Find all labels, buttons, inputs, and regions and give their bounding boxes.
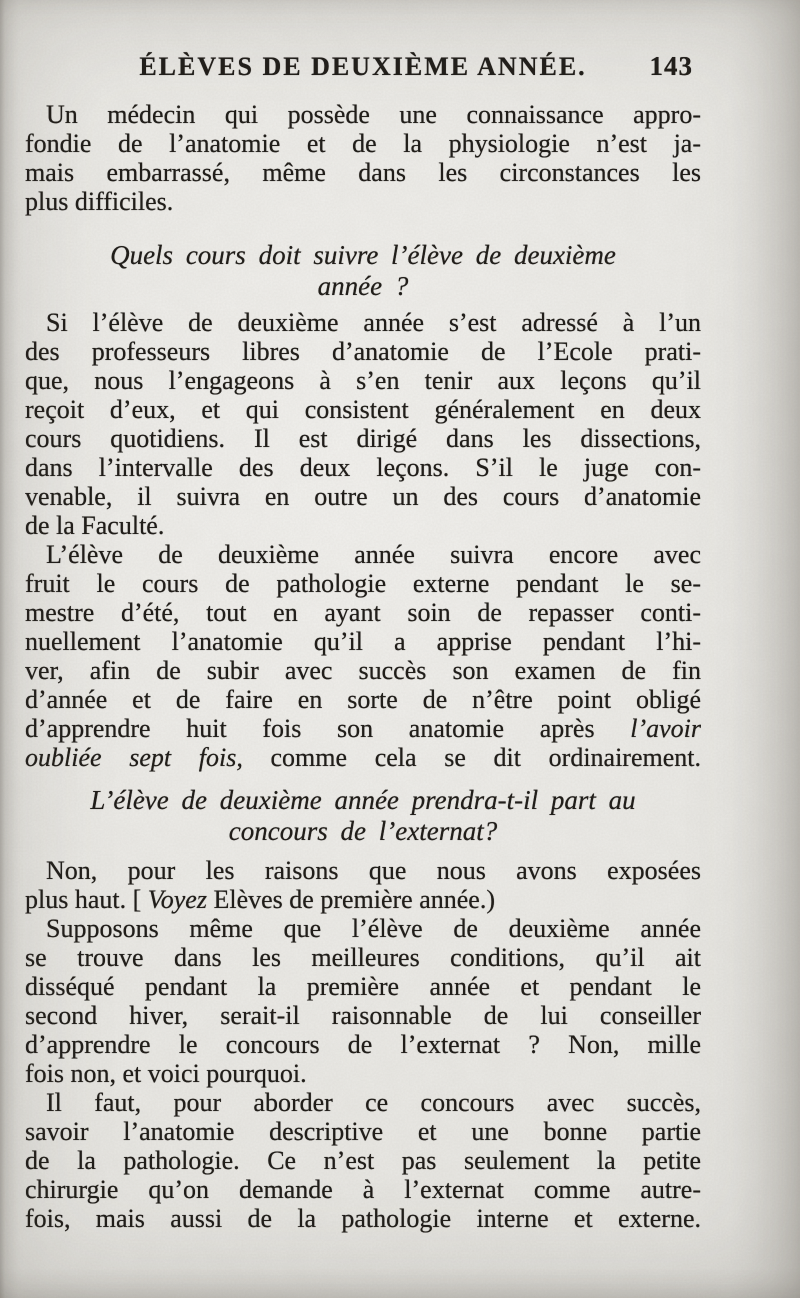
text-segment: dans l’intervalle des deux leçons. S’il le juge con- xyxy=(25,453,701,482)
text-segment: plus haut. [ xyxy=(25,885,148,914)
text-segment: d’apprendre le concours de l’externat ? Non, mille xyxy=(25,1030,701,1059)
text-segment: savoir l’anatomie descriptive et une bonne partie xyxy=(25,1117,701,1146)
text-line xyxy=(25,743,701,772)
text-line xyxy=(25,1059,701,1088)
italic-text-segment: Voyez xyxy=(147,885,207,914)
text-segment: Si l’élève de deuxième année s’est adressé à l’un xyxy=(46,308,701,337)
text-segment: d’année et de faire en sorte de n’être point obligé xyxy=(25,685,701,714)
text-segment: Elèves de première année.) xyxy=(206,885,495,914)
text-line xyxy=(25,511,701,540)
text-segment: fois non, et voici pourquoi. xyxy=(25,1059,307,1088)
para-si-eleve xyxy=(25,308,701,540)
text-line xyxy=(25,685,701,714)
text-segment: de la pathologie. Ce n’est pas seulement la petite xyxy=(25,1146,701,1175)
text-line xyxy=(25,424,701,453)
text-line xyxy=(25,271,701,302)
page-content xyxy=(25,52,701,1233)
para-eleve-suivra xyxy=(25,540,701,772)
text-segment: fois, mais aussi de la pathologie interne et externe. xyxy=(25,1204,701,1233)
text-segment: fruit le cours de pathologie externe pendant le se- xyxy=(25,569,701,598)
running-title: ÉLÈVES DE DEUXIÈME ANNÉE. xyxy=(139,52,587,81)
text-segment: nuellement l’anatomie qu’il a apprise pendant l’hi- xyxy=(25,627,701,656)
text-line xyxy=(25,656,701,685)
text-segment: Il faut, pour aborder ce concours avec succès, xyxy=(46,1088,701,1117)
para-non-raisons xyxy=(25,856,701,914)
text-line xyxy=(25,240,701,271)
text-line xyxy=(25,308,701,337)
text-line xyxy=(25,453,701,482)
text-line xyxy=(25,627,701,656)
text-line xyxy=(25,569,701,598)
text-line xyxy=(25,1204,701,1233)
text-line xyxy=(25,540,701,569)
text-line xyxy=(25,816,701,847)
text-segment: Non, pour les raisons que nous avons exposées xyxy=(46,856,701,885)
text-line xyxy=(25,856,701,885)
text-line xyxy=(25,885,701,914)
page-number: 143 xyxy=(649,51,693,81)
text-segment: de la Faculté. xyxy=(25,511,165,540)
text-segment: L’élève de deuxième année prendra-t-il part au xyxy=(90,785,636,815)
text-segment: mestre d’été, tout en ayant soin de repasser conti- xyxy=(25,598,701,627)
text-line xyxy=(25,1030,701,1059)
text-segment: L’élève de deuxième année suivra encore avec xyxy=(46,540,701,569)
text-segment: comme cela se dit ordinairement. xyxy=(242,743,701,772)
text-line xyxy=(25,337,701,366)
text-segment: Quels cours doit suivre l’élève de deuxième xyxy=(110,240,616,270)
text-line xyxy=(25,914,701,943)
text-line xyxy=(25,187,701,216)
heading-concours xyxy=(25,785,701,847)
text-line xyxy=(25,972,701,1001)
text-segment: ver, afin de subir avec succès son examen de fin xyxy=(25,656,701,685)
text-segment: année ? xyxy=(317,271,409,301)
text-line xyxy=(25,129,701,158)
para-medecin xyxy=(25,100,701,216)
text-line xyxy=(25,1175,701,1204)
text-segment: chirurgie qu’on demande à l’externat comme autre- xyxy=(25,1175,701,1204)
text-line xyxy=(25,366,701,395)
text-segment: second hiver, serait-il raisonnable de lui conseiller xyxy=(25,1001,701,1030)
text-line xyxy=(25,714,701,743)
text-segment: disséqué pendant la première année et pendant le xyxy=(25,972,701,1001)
text-segment: cours quotidiens. Il est dirigé dans les dissections, xyxy=(25,424,701,453)
text-segment: se trouve dans les meilleures conditions, qu’il ait xyxy=(25,943,701,972)
text-segment: fondie de l’anatomie et de la physiologie n’est ja- xyxy=(25,129,701,158)
text-line xyxy=(25,482,701,511)
text-segment: Un médecin qui possède une connaissance appro- xyxy=(46,100,701,129)
text-segment: Supposons même que l’élève de deuxième année xyxy=(46,914,701,943)
text-line xyxy=(25,943,701,972)
text-segment: concours de l’externat? xyxy=(228,816,498,846)
para-supposons xyxy=(25,914,701,1088)
page-text xyxy=(25,100,701,1233)
text-line xyxy=(25,1001,701,1030)
text-line xyxy=(25,598,701,627)
text-line xyxy=(25,100,701,129)
text-line xyxy=(25,395,701,424)
text-line xyxy=(25,1117,701,1146)
text-line xyxy=(25,785,701,816)
text-segment: reçoit d’eux, et qui consistent généralement en deux xyxy=(25,395,701,424)
text-segment: plus difficiles. xyxy=(25,187,174,216)
text-segment: d’apprendre huit fois son anatomie après xyxy=(25,714,631,743)
text-line xyxy=(25,158,701,187)
italic-text-segment: l’avoir xyxy=(630,714,701,743)
text-segment: des professeurs libres d’anatomie de l’Ecole prati- xyxy=(25,337,701,366)
italic-text-segment: oubliée sept fois, xyxy=(25,743,243,772)
para-il-faut xyxy=(25,1088,701,1233)
text-segment: mais embarrassé, même dans les circonstances les xyxy=(25,158,701,187)
text-segment: venable, il suivra en outre un des cours d’anatomie xyxy=(25,482,701,511)
text-segment: que, nous l’engageons à s’en tenir aux leçons qu’il xyxy=(25,366,701,395)
heading-quels-cours xyxy=(25,240,701,302)
text-line xyxy=(25,1088,701,1117)
text-line xyxy=(25,1146,701,1175)
page-header xyxy=(25,52,701,80)
